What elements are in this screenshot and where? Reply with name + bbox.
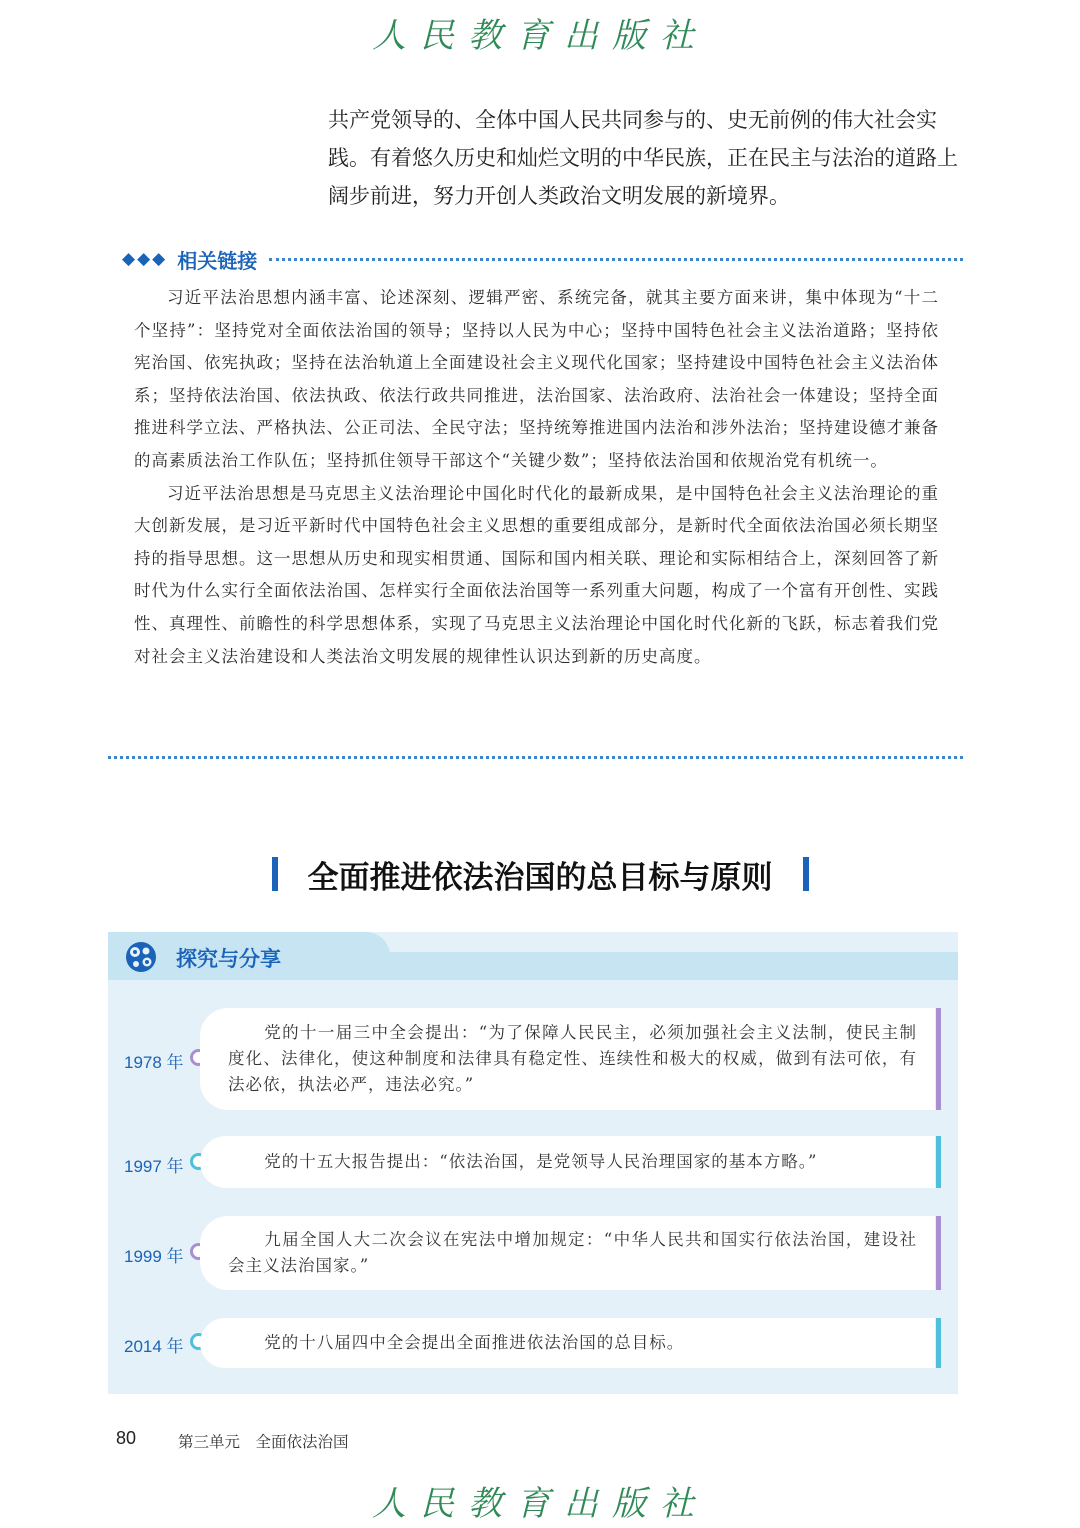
diamond-icon: ◆◆◆ — [122, 249, 168, 269]
dotted-divider-bottom — [108, 756, 963, 759]
explore-share-box — [108, 932, 958, 1394]
timeline-text: 党的十五大报告提出：“依法治国，是党领导人民治理国家的基本方略。” — [264, 1152, 818, 1171]
page-number: 80 — [116, 1428, 137, 1448]
publisher-watermark-top: 人民教育出版社 — [372, 16, 708, 56]
dotted-divider — [269, 258, 963, 261]
timeline-text: 九届全国人大二次会议在宪法中增加规定：“中华人民共和国实行依法治国，建设社会主义法治国家。” — [228, 1230, 917, 1275]
timeline-card — [200, 1136, 935, 1188]
gear-cluster-icon — [124, 940, 158, 974]
section-heading — [0, 846, 1080, 902]
related-link-body — [108, 282, 963, 673]
publisher-watermark-bottom: 人民教育出版社 — [372, 1484, 708, 1524]
timeline-text: 党的十一届三中全会提出：“为了保障人民民主，必须加强社会主义法制，使民主制度化、法律化，使这种制度和法律具有稳定性、连续性和极大的权威，做到有法可依，有法必依，执法必严，违法必究。” — [228, 1023, 917, 1094]
related-link-box — [108, 240, 963, 673]
timeline-card — [200, 1008, 935, 1110]
heading-bar-right — [803, 857, 809, 891]
timeline-year: 2014 年 — [124, 1337, 184, 1356]
related-link-paragraph-1: 习近平法治思想内涵丰富、论述深刻、逻辑严密、系统完备，就其主要方面来讲，集中体现为“十二个坚持”：坚持党对全面依法治国的领导；坚持以人民为中心；坚持中国特色社会主义法治道路；坚持依宪治国、依宪执政；坚持在法治轨道上全面建设社会主义现代化国家；坚持建设中国特色社会主义法治体系；坚持依法治国、依法执政、依法行政共同推进，法治国家、法治政府、法治社会一体建设；坚持全面推进科学立法、严格执法、公正司法、全民守法；坚持统筹推进国内法治和涉外法治；坚持建设德才兼备的高素质法治工作队伍；坚持抓住领导干部这个“关键少数”；坚持依法治国和依规治党有机统一。 — [134, 288, 939, 470]
heading-bar-left — [272, 857, 278, 891]
explore-label: 探究与分享 — [176, 947, 281, 971]
timeline-year: 1978 年 — [124, 1053, 184, 1072]
timeline-year: 1997 年 — [124, 1157, 184, 1176]
section-title: 全面推进依法治国的总目标与原则 — [307, 859, 773, 896]
related-link-paragraph-2: 习近平法治思想是马克思主义法治理论中国化时代化的最新成果，是中国特色社会主义法治理论的重大创新发展，是习近平新时代中国特色社会主义思想的重要组成部分，是新时代全面依法治国必须长期坚持的指导思想。这一思想从历史和现实相贯通、国际和国内相关联、理论和实际相结合上，深刻回答了新时代为什么实行全面依法治国、怎样实行全面依法治国等一系列重大问题，构成了一个富有开创性、实践性、真理性、前瞻性的科学思想体系，实现了马克思主义法治理论中国化时代化新的飞跃，标志着我们党对社会主义法治建设和人类法治文明发展的规律性认识达到新的历史高度。 — [134, 483, 939, 666]
intro-paragraph: 共产党领导的、全体中国人民共同参与的、史无前例的伟大社会实践。有着悠久历史和灿烂文明的中华民族，正在民主与法治的道路上阔步前进，努力开创人类政治文明发展的新境界。 — [328, 108, 958, 208]
related-link-header — [108, 240, 963, 278]
timeline-text: 党的十八届四中全会提出全面推进依法治国的总目标。 — [264, 1333, 685, 1352]
unit-title: 第三单元 全面依法治国 — [178, 1433, 349, 1451]
timeline-card — [200, 1216, 935, 1290]
related-link-title: 相关链接 — [177, 248, 258, 273]
timeline-year: 1999 年 — [124, 1247, 184, 1266]
timeline-card — [200, 1318, 935, 1368]
